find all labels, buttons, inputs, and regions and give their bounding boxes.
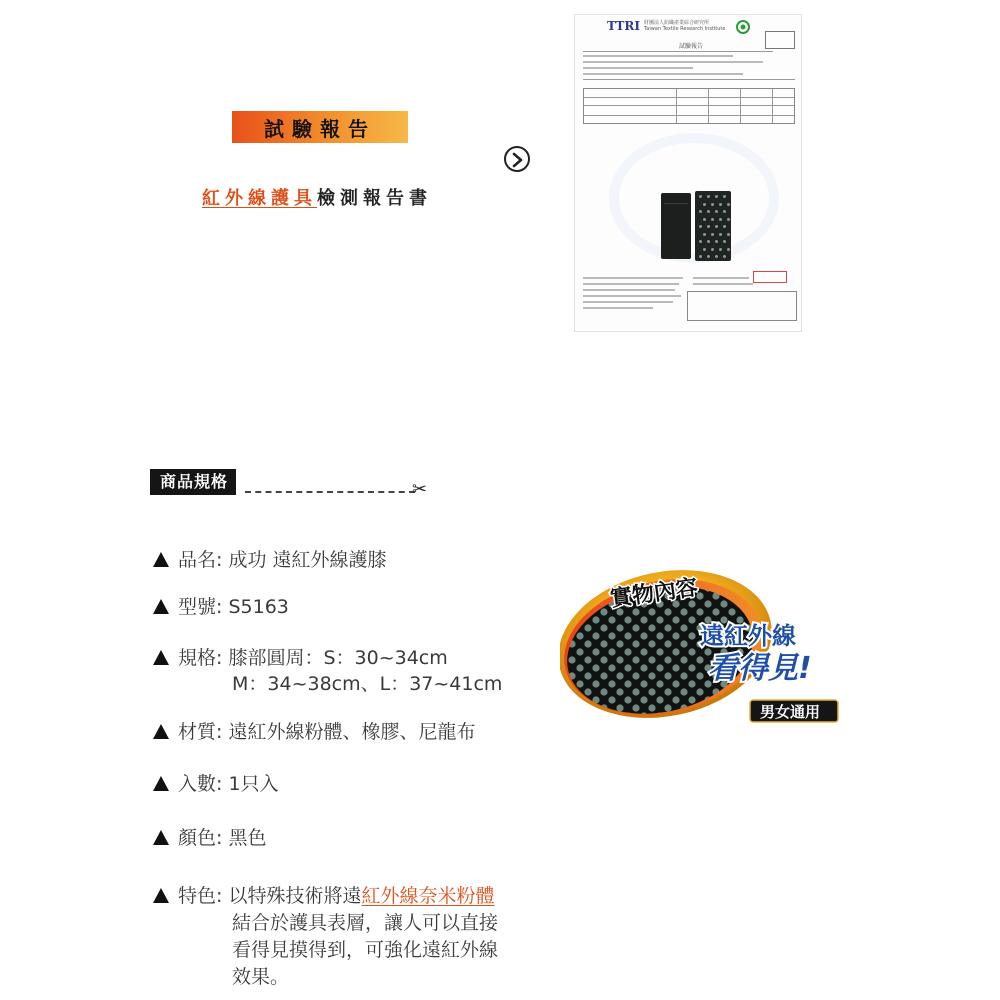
fabric-dot — [699, 255, 702, 258]
triangle-bullet-icon — [153, 776, 169, 791]
certificate-footer-box — [687, 291, 797, 321]
dashed-divider — [245, 491, 415, 493]
report-banner-text: 試驗報告 — [264, 116, 376, 141]
spec-item-feature-line4: 效果。 — [232, 966, 290, 988]
triangle-bullet-icon — [153, 724, 169, 739]
fabric-dot — [719, 248, 722, 251]
fabric-dot — [711, 203, 714, 206]
knee-pad-sample-plain — [661, 193, 691, 259]
test-certificate-image — [574, 14, 802, 332]
fabric-dot — [727, 218, 730, 221]
triangle-bullet-icon — [153, 552, 169, 567]
spec-item-model: 型號: S5163 — [153, 594, 289, 621]
report-banner — [232, 111, 408, 143]
fabric-dot — [715, 195, 718, 198]
ttri-logo-icon — [735, 19, 751, 35]
spec-item-feature-line3: 看得見摸得到，可強化遠紅外線 — [232, 939, 499, 961]
fabric-dot — [711, 233, 714, 236]
triangle-bullet-icon — [153, 599, 169, 614]
fabric-dot — [699, 210, 702, 213]
fabric-dot — [715, 255, 718, 258]
badge-line2: 看得見! — [708, 651, 812, 686]
fabric-dot — [727, 233, 730, 236]
spec-item-feature-line2: 結合於護具表層，讓人可以直接 — [232, 912, 499, 934]
scissors-icon: ✂ — [412, 479, 428, 500]
fabric-dot — [719, 218, 722, 221]
badge-line1: 遠紅外線 — [700, 622, 796, 650]
spec-item-quantity: 入數: 1只入 — [153, 771, 279, 798]
certificate-brand: TTRI — [607, 19, 641, 33]
report-subtitle — [202, 184, 432, 210]
spec-section-header — [150, 469, 428, 500]
certificate-title: 試驗報告 — [679, 43, 704, 50]
badge-arc-text: 實物內容 — [608, 575, 700, 613]
feature-highlight: 紅外線奈米粉體 — [361, 885, 495, 907]
fabric-dot — [699, 195, 702, 198]
knee-pad-sample-dotted — [695, 191, 731, 261]
fabric-dot — [703, 203, 706, 206]
fabric-dot — [723, 210, 726, 213]
fabric-dot — [711, 248, 714, 251]
spec-item-size-line2: M：34~38cm、L：37~41cm — [232, 673, 503, 695]
fabric-dot — [703, 218, 706, 221]
certificate-org-name-en: Taiwan Textile Research Institute — [644, 26, 726, 32]
fabric-dot — [707, 195, 710, 198]
arrow-right-icon[interactable] — [504, 146, 530, 172]
certificate-watermark — [609, 133, 779, 263]
fabric-dot — [723, 255, 726, 258]
fabric-dot — [723, 225, 726, 228]
certificate-results-table — [583, 88, 795, 124]
fabric-dot — [723, 240, 726, 243]
spec-item-name: 品名: 成功 遠紅外線護膝 — [153, 547, 387, 574]
fabric-dot — [715, 240, 718, 243]
fabric-dot — [707, 240, 710, 243]
certificate-rule — [583, 51, 773, 52]
spec-section-title: 商品規格 — [150, 469, 236, 495]
report-subtitle-rest: 檢測報告書 — [317, 188, 432, 209]
triangle-bullet-icon — [153, 650, 169, 665]
fabric-dot — [727, 203, 730, 206]
fabric-dot — [711, 218, 714, 221]
badge-tag: 男女通用 — [760, 703, 821, 721]
fabric-dot — [727, 248, 730, 251]
fabric-dot — [699, 240, 702, 243]
fabric-dot — [707, 225, 710, 228]
fabric-dot — [703, 248, 706, 251]
fabric-dot — [703, 233, 706, 236]
fabric-dot — [707, 210, 710, 213]
spec-item-size: 規格: 膝部圓周：S：30~34cm — [153, 645, 448, 672]
certificate-number-box — [765, 31, 795, 49]
fabric-dot — [723, 195, 726, 198]
report-subtitle-highlight: 紅外線護具 — [202, 188, 317, 209]
fabric-dot — [719, 233, 722, 236]
triangle-bullet-icon — [153, 888, 169, 903]
triangle-bullet-icon — [153, 830, 169, 845]
fabric-dot — [715, 225, 718, 228]
certificate-red-stamp — [753, 271, 787, 283]
spec-item-feature: 特色: 以特殊技術將遠紅外線奈米粉體 — [153, 883, 494, 910]
fabric-dot — [719, 203, 722, 206]
product-badge-graphic — [560, 552, 860, 742]
certificate-org-name: 財團法人紡織產業綜合研究所 — [644, 20, 710, 26]
certificate-header — [607, 19, 725, 33]
fabric-dot — [715, 210, 718, 213]
spec-item-material: 材質: 遠紅外線粉體、橡膠、尼龍布 — [153, 719, 475, 746]
fabric-dot — [699, 225, 702, 228]
fabric-dot — [707, 255, 710, 258]
spec-item-color: 顏色: 黑色 — [153, 825, 266, 852]
